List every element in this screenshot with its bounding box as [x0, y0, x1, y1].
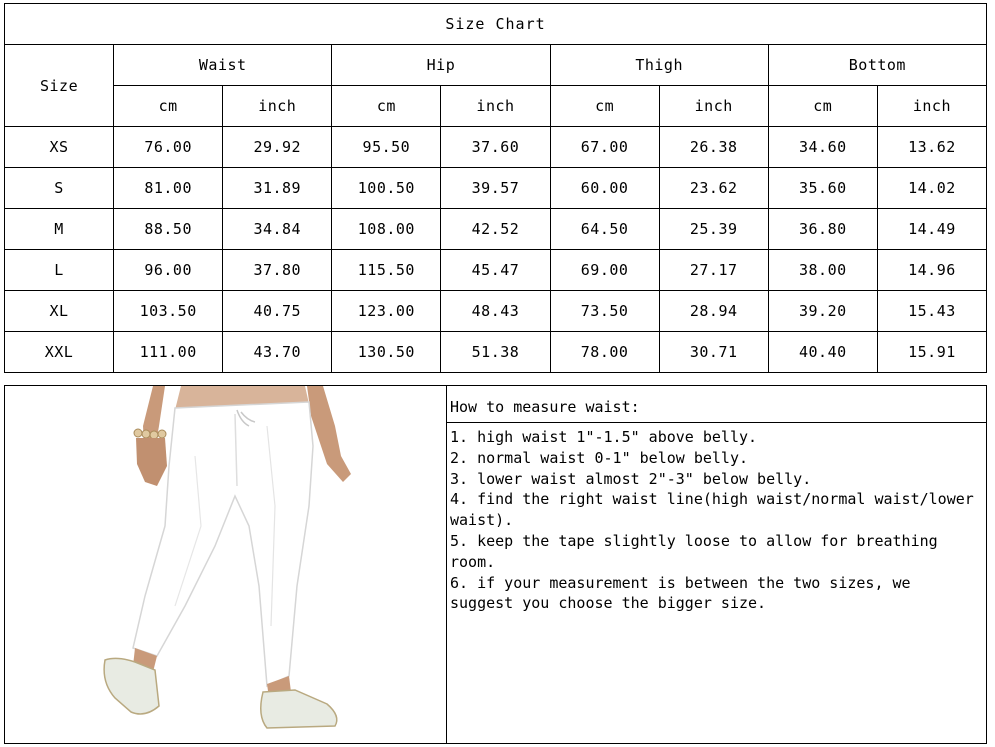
value-cell: 60.00: [550, 168, 659, 209]
value-cell: 26.38: [659, 127, 768, 168]
measure-guide-box: [4, 385, 987, 744]
value-cell: 36.80: [768, 209, 877, 250]
value-cell: 31.89: [223, 168, 332, 209]
value-cell: 108.00: [332, 209, 441, 250]
instruction-item: 1. high waist 1"-1.5" above belly.: [450, 428, 758, 446]
value-cell: 78.00: [550, 332, 659, 373]
unit-header-row: [5, 86, 987, 127]
value-cell: 34.60: [768, 127, 877, 168]
value-cell: 69.00: [550, 250, 659, 291]
value-cell: 81.00: [114, 168, 223, 209]
value-cell: 111.00: [114, 332, 223, 373]
value-cell: 42.52: [441, 209, 550, 250]
value-cell: 30.71: [659, 332, 768, 373]
value-cell: 15.43: [877, 291, 986, 332]
instruction-item: 4. find the right waist line(high waist/normal waist/lower waist).: [450, 490, 974, 530]
value-cell: 40.40: [768, 332, 877, 373]
value-cell: 28.94: [659, 291, 768, 332]
measure-header: Waist: [114, 45, 332, 86]
measure-header-row: [5, 45, 987, 86]
unit-header: inch: [223, 86, 332, 127]
value-cell: 14.02: [877, 168, 986, 209]
instructions-title: How to measure waist:: [447, 386, 986, 423]
value-cell: 34.84: [223, 209, 332, 250]
value-cell: 88.50: [114, 209, 223, 250]
instruction-item: 6. if your measurement is between the two sizes, we suggest you choose the bigger size.: [450, 573, 911, 613]
value-cell: 103.50: [114, 291, 223, 332]
table-row: [5, 127, 987, 168]
value-cell: 39.20: [768, 291, 877, 332]
measure-header: Thigh: [550, 45, 768, 86]
model-photo: [5, 386, 447, 743]
unit-header: inch: [441, 86, 550, 127]
value-cell: 38.00: [768, 250, 877, 291]
value-cell: 123.00: [332, 291, 441, 332]
value-cell: 115.50: [332, 250, 441, 291]
value-cell: 76.00: [114, 127, 223, 168]
right-arm: [307, 386, 351, 482]
instructions-panel: [447, 386, 986, 743]
value-cell: 67.00: [550, 127, 659, 168]
unit-header: inch: [877, 86, 986, 127]
title-row: [5, 4, 987, 45]
value-cell: 100.50: [332, 168, 441, 209]
table-row: [5, 250, 987, 291]
value-cell: 64.50: [550, 209, 659, 250]
value-cell: 130.50: [332, 332, 441, 373]
unit-header: cm: [114, 86, 223, 127]
size-label-cell: XXL: [5, 332, 114, 373]
instruction-item: 2. normal waist 0-1" below belly.: [450, 448, 749, 467]
value-cell: 37.60: [441, 127, 550, 168]
value-cell: 39.57: [441, 168, 550, 209]
unit-header: cm: [550, 86, 659, 127]
unit-header: inch: [659, 86, 768, 127]
size-rows: [5, 127, 987, 373]
table-row: [5, 168, 987, 209]
value-cell: 95.50: [332, 127, 441, 168]
table-row: [5, 209, 987, 250]
size-label-cell: XS: [5, 127, 114, 168]
size-label-cell: L: [5, 250, 114, 291]
unit-header: cm: [332, 86, 441, 127]
value-cell: 13.62: [877, 127, 986, 168]
value-cell: 45.47: [441, 250, 550, 291]
value-cell: 23.62: [659, 168, 768, 209]
value-cell: 51.38: [441, 332, 550, 373]
instructions-list: [450, 427, 980, 614]
measure-header: Hip: [332, 45, 550, 86]
value-cell: 25.39: [659, 209, 768, 250]
left-hand: [136, 438, 167, 486]
instruction-item: 3. lower waist almost 2"-3" below belly.: [450, 469, 812, 488]
size-chart-table: [4, 3, 987, 373]
measure-header: Bottom: [768, 45, 986, 86]
right-shoe: [261, 690, 337, 728]
table-row: [5, 291, 987, 332]
value-cell: 14.96: [877, 250, 986, 291]
value-cell: 35.60: [768, 168, 877, 209]
size-label-cell: S: [5, 168, 114, 209]
value-cell: 96.00: [114, 250, 223, 291]
value-cell: 29.92: [223, 127, 332, 168]
value-cell: 37.80: [223, 250, 332, 291]
unit-header: cm: [768, 86, 877, 127]
size-column-header: Size: [5, 45, 114, 127]
value-cell: 73.50: [550, 291, 659, 332]
value-cell: 27.17: [659, 250, 768, 291]
size-label-cell: XL: [5, 291, 114, 332]
value-cell: 40.75: [223, 291, 332, 332]
value-cell: 43.70: [223, 332, 332, 373]
value-cell: 15.91: [877, 332, 986, 373]
value-cell: 48.43: [441, 291, 550, 332]
table-row: [5, 332, 987, 373]
value-cell: 14.49: [877, 209, 986, 250]
instruction-item: 5. keep the tape slightly loose to allow for breathing room.: [450, 531, 938, 571]
white-pants-model-illustration: [5, 386, 446, 743]
size-chart-title: Size Chart: [5, 4, 987, 45]
size-label-cell: M: [5, 209, 114, 250]
